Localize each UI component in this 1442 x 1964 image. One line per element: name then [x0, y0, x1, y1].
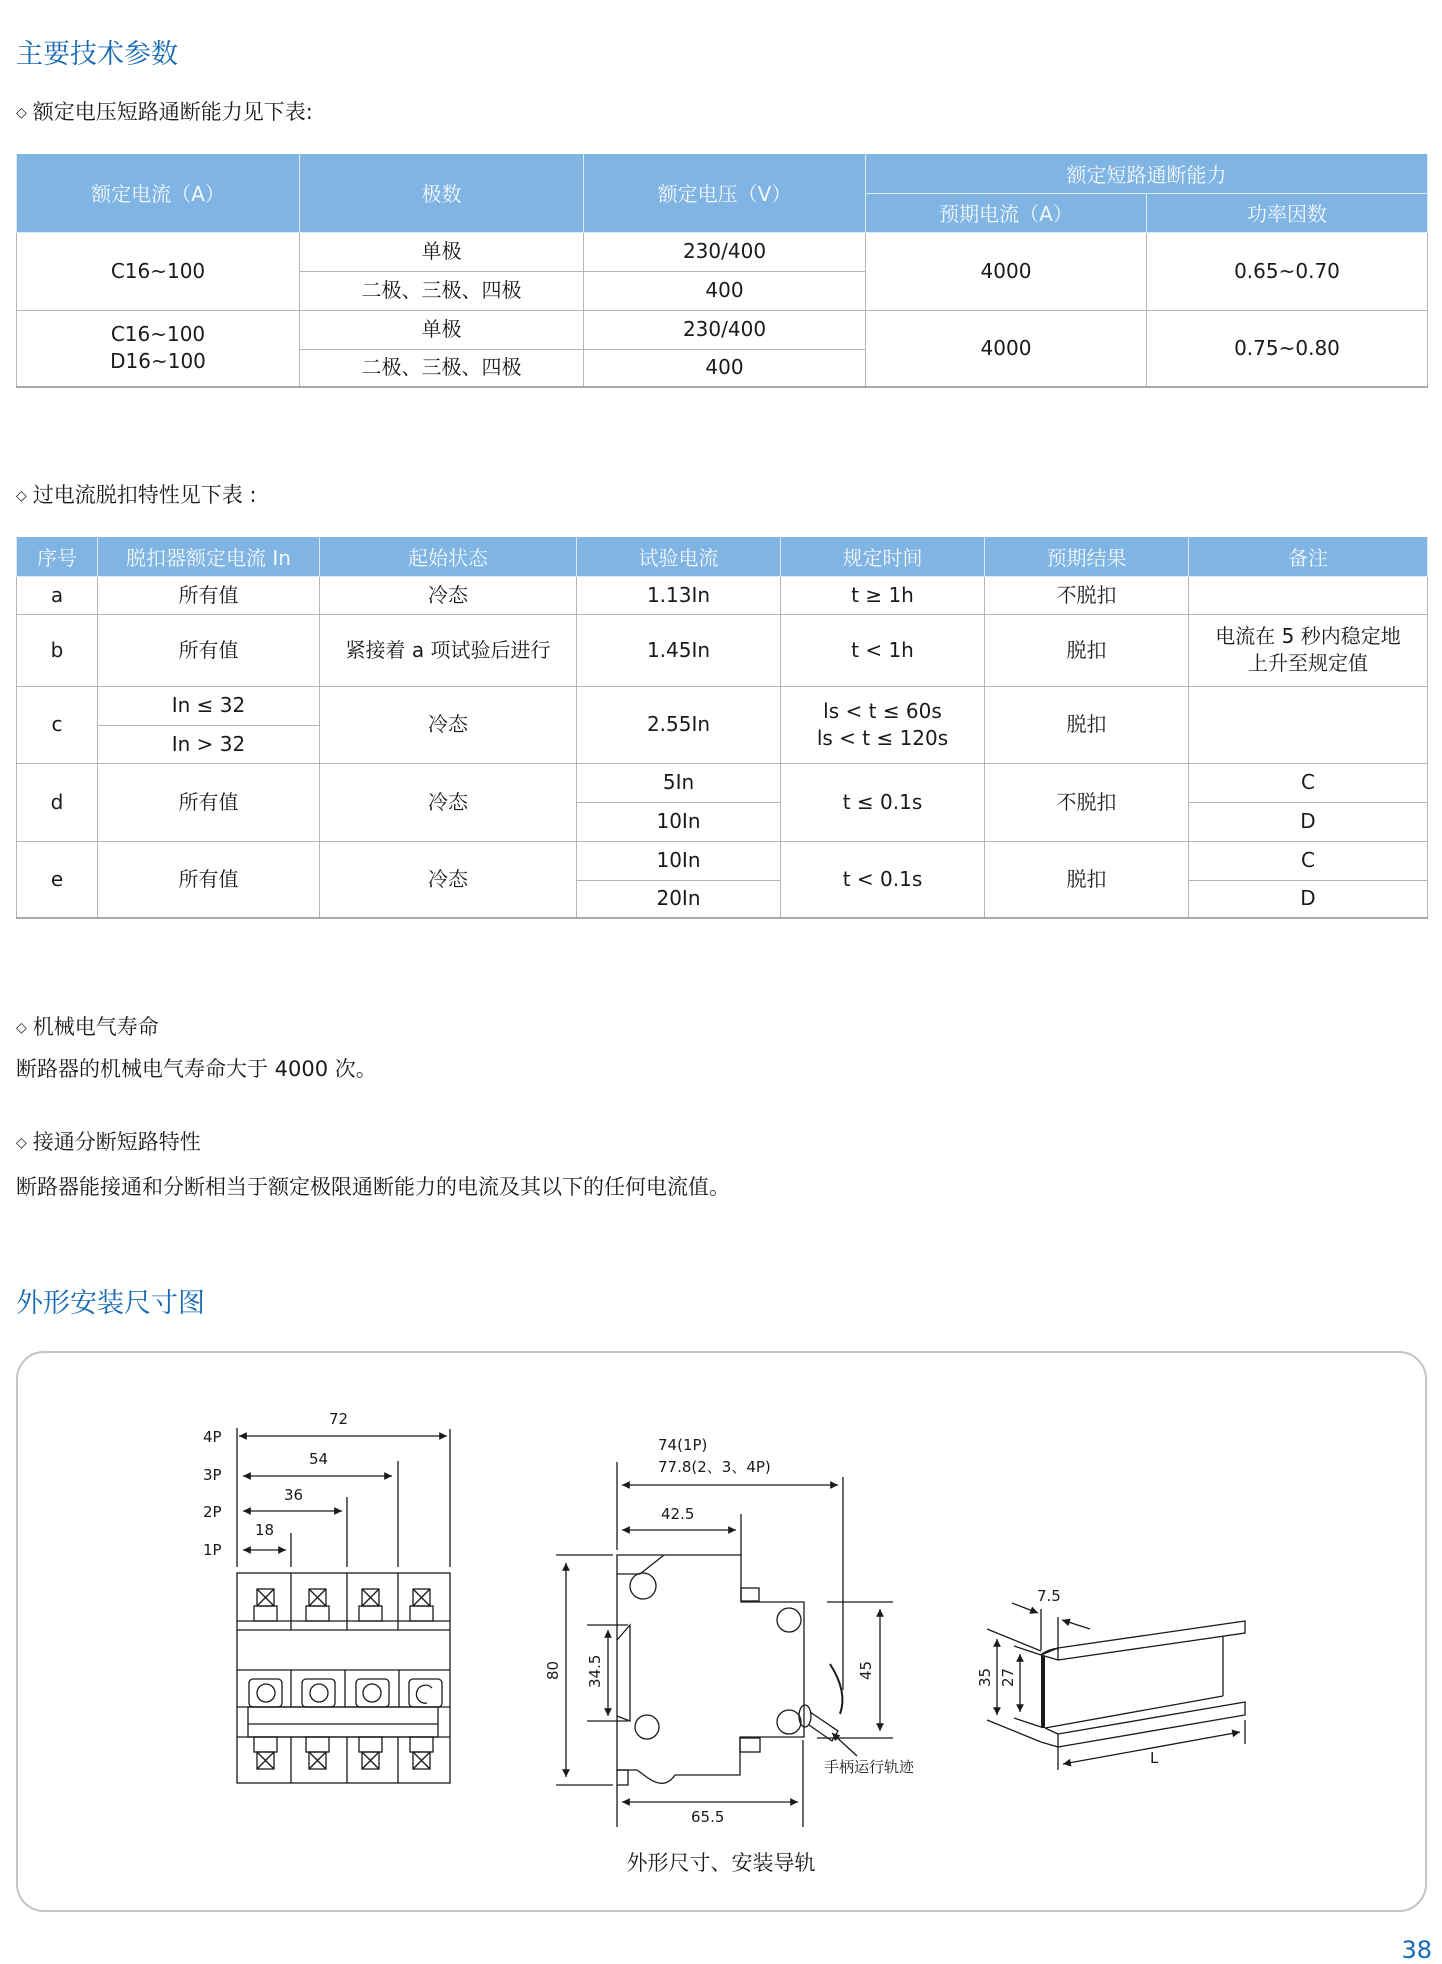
mech-life-text: 断路器的机械电气寿命大于 4000 次。 — [16, 1057, 377, 1081]
cell-voltage: 400 — [584, 349, 866, 387]
cell-rated-current: C16~100 — [17, 232, 300, 310]
dim-7-5: 7.5 — [1037, 1587, 1061, 1605]
cell-result: 不脱扣 — [985, 763, 1189, 841]
cell-voltage: 400 — [584, 271, 866, 310]
time-line: ls < t ≤ 60s — [823, 698, 942, 723]
cell-state: 冷态 — [320, 763, 577, 841]
subtitle-mech-life — [16, 1013, 159, 1042]
cell-current: 5In — [577, 763, 781, 802]
note-line: 电流在 5 秒内稳定地 — [1215, 624, 1401, 648]
header-specified-time: 规定时间 — [781, 537, 985, 576]
header-poles: 极数 — [300, 154, 584, 232]
dim-74-1p: 74(1P) — [658, 1436, 708, 1454]
dim-54: 54 — [309, 1450, 329, 1468]
front-view-drawing — [237, 1428, 450, 1783]
note-line: 上升至规定值 — [1248, 651, 1368, 675]
handle-track-note: 手柄运行轨迹 — [824, 1758, 915, 1776]
dim-27: 27 — [999, 1667, 1017, 1687]
cell-id: b — [17, 614, 98, 686]
rated-current-line: D16~100 — [110, 349, 206, 374]
subtitle-text: 额定电压短路通断能力见下表: — [32, 100, 313, 124]
cell-note: D — [1189, 802, 1428, 841]
diamond-bullet-icon: ◇ — [16, 1135, 27, 1151]
table-row — [17, 841, 1428, 880]
dim-77-8-multi: 77.8(2、3、4P) — [658, 1458, 771, 1476]
table-row — [17, 576, 1428, 614]
header-expected-result: 预期结果 — [985, 537, 1189, 576]
time-line: ls < t ≤ 120s — [816, 725, 949, 750]
dim-36: 36 — [284, 1486, 304, 1504]
section-title-main-params: 主要技术参数 — [16, 39, 178, 70]
dim-45: 45 — [857, 1660, 875, 1680]
table-row — [17, 310, 1428, 349]
cell-rated: 所有值 — [98, 763, 320, 841]
cell-state: 冷态 — [320, 841, 577, 918]
cell-rated: 所有值 — [98, 841, 320, 918]
table-row — [17, 686, 1428, 725]
header-note: 备注 — [1189, 537, 1428, 576]
subtitle-text: 接通分断短路特性 — [32, 1130, 201, 1154]
header-rated-current: 额定电流（A） — [17, 154, 300, 232]
overcurrent-trip-table — [16, 537, 1428, 919]
breaking-capacity-table — [16, 154, 1428, 388]
label-1p: 1P — [203, 1541, 222, 1559]
cell-state: 紧接着 a 项试验后进行 — [320, 614, 577, 686]
terminal-screw-icon — [254, 1589, 433, 1621]
label-3p: 3P — [203, 1466, 222, 1484]
rated-current-line: C16~100 — [110, 322, 206, 347]
cell-rated-current — [17, 310, 300, 387]
section-title-dimensions: 外形安装尺寸图 — [16, 1288, 205, 1319]
dimension-drawings — [0, 1351, 1442, 1912]
dim-18: 18 — [255, 1521, 275, 1539]
cell-current: 2.55In — [577, 686, 781, 763]
cell-poles: 二极、三极、四极 — [300, 271, 584, 310]
page-number: 38 — [1401, 1936, 1432, 1964]
subtitle-text: 机械电气寿命 — [32, 1015, 159, 1039]
cell-power-factor: 0.65~0.70 — [1147, 232, 1428, 310]
cell-current: 1.13In — [577, 576, 781, 614]
header-initial-state: 起始状态 — [320, 537, 577, 576]
drawing-caption: 外形尺寸、安装导轨 — [626, 1851, 816, 1875]
cell-expected-current: 4000 — [866, 310, 1147, 387]
cell-result: 脱扣 — [985, 686, 1189, 763]
header-rated-trip-current: 脱扣器额定电流 In — [98, 537, 320, 576]
dim-42-5: 42.5 — [661, 1505, 695, 1523]
cell-poles: 二极、三极、四极 — [300, 349, 584, 387]
cell-current: 10In — [577, 802, 781, 841]
header-power-factor: 功率因数 — [1147, 193, 1428, 232]
subtitle-breaking-capacity — [16, 98, 313, 127]
cell-id: d — [17, 763, 98, 841]
make-break-text: 断路器能接通和分断相当于额定极限通断能力的电流及其以下的任何电流值。 — [16, 1175, 730, 1199]
cell-expected-current: 4000 — [866, 232, 1147, 310]
diamond-bullet-icon: ◇ — [16, 488, 27, 504]
cell-time: t ≤ 0.1s — [781, 763, 985, 841]
header-rated-voltage: 额定电压（V） — [584, 154, 866, 232]
header-expected-current: 预期电流（A） — [866, 193, 1147, 232]
cell-current: 1.45In — [577, 614, 781, 686]
dim-34-5: 34.5 — [586, 1654, 604, 1688]
cell-note — [1189, 614, 1428, 686]
cell-poles: 单极 — [300, 232, 584, 271]
cell-state: 冷态 — [320, 686, 577, 763]
cell-poles: 单极 — [300, 310, 584, 349]
cell-time: t ≥ 1h — [781, 576, 985, 614]
cell-result: 脱扣 — [985, 614, 1189, 686]
diamond-bullet-icon: ◇ — [16, 105, 27, 121]
cell-rated: 所有值 — [98, 614, 320, 686]
dim-35: 35 — [976, 1667, 994, 1687]
subtitle-make-break — [16, 1128, 201, 1157]
cell-time — [781, 686, 985, 763]
cell-result: 不脱扣 — [985, 576, 1189, 614]
cell-state: 冷态 — [320, 576, 577, 614]
table-row — [17, 763, 1428, 802]
cell-current: 20In — [577, 880, 781, 918]
dim-length-l: L — [1150, 1749, 1159, 1767]
cell-voltage: 230/400 — [584, 232, 866, 271]
cell-power-factor: 0.75~0.80 — [1147, 310, 1428, 387]
cell-id: c — [17, 686, 98, 763]
table-row — [17, 614, 1428, 686]
cell-id: a — [17, 576, 98, 614]
header-test-current: 试验电流 — [577, 537, 781, 576]
table-row — [17, 232, 1428, 271]
dim-80: 80 — [544, 1660, 562, 1680]
subtitle-text: 过电流脱扣特性见下表 : — [32, 483, 257, 507]
cell-note — [1189, 576, 1428, 614]
cell-note: D — [1189, 880, 1428, 918]
cell-rated: 所有值 — [98, 576, 320, 614]
header-breaking-capacity: 额定短路通断能力 — [866, 154, 1428, 193]
dim-65-5: 65.5 — [691, 1808, 725, 1826]
terminal-screw-icon — [254, 1737, 433, 1769]
cell-current: 10In — [577, 841, 781, 880]
cell-rated: In ≤ 32 — [98, 686, 320, 725]
header-seq: 序号 — [17, 537, 98, 576]
cell-voltage: 230/400 — [584, 310, 866, 349]
subtitle-overcurrent-trip — [16, 481, 257, 510]
cell-time: t < 0.1s — [781, 841, 985, 918]
label-4p: 4P — [203, 1428, 222, 1446]
cell-result: 脱扣 — [985, 841, 1189, 918]
din-rail-drawing — [987, 1603, 1245, 1770]
dim-72: 72 — [329, 1410, 349, 1428]
cell-note: C — [1189, 841, 1428, 880]
cell-id: e — [17, 841, 98, 918]
cell-note: C — [1189, 763, 1428, 802]
cell-rated: In > 32 — [98, 725, 320, 763]
diamond-bullet-icon: ◇ — [16, 1020, 27, 1036]
label-2p: 2P — [203, 1503, 222, 1521]
cell-note — [1189, 686, 1428, 763]
cell-time: t < 1h — [781, 614, 985, 686]
